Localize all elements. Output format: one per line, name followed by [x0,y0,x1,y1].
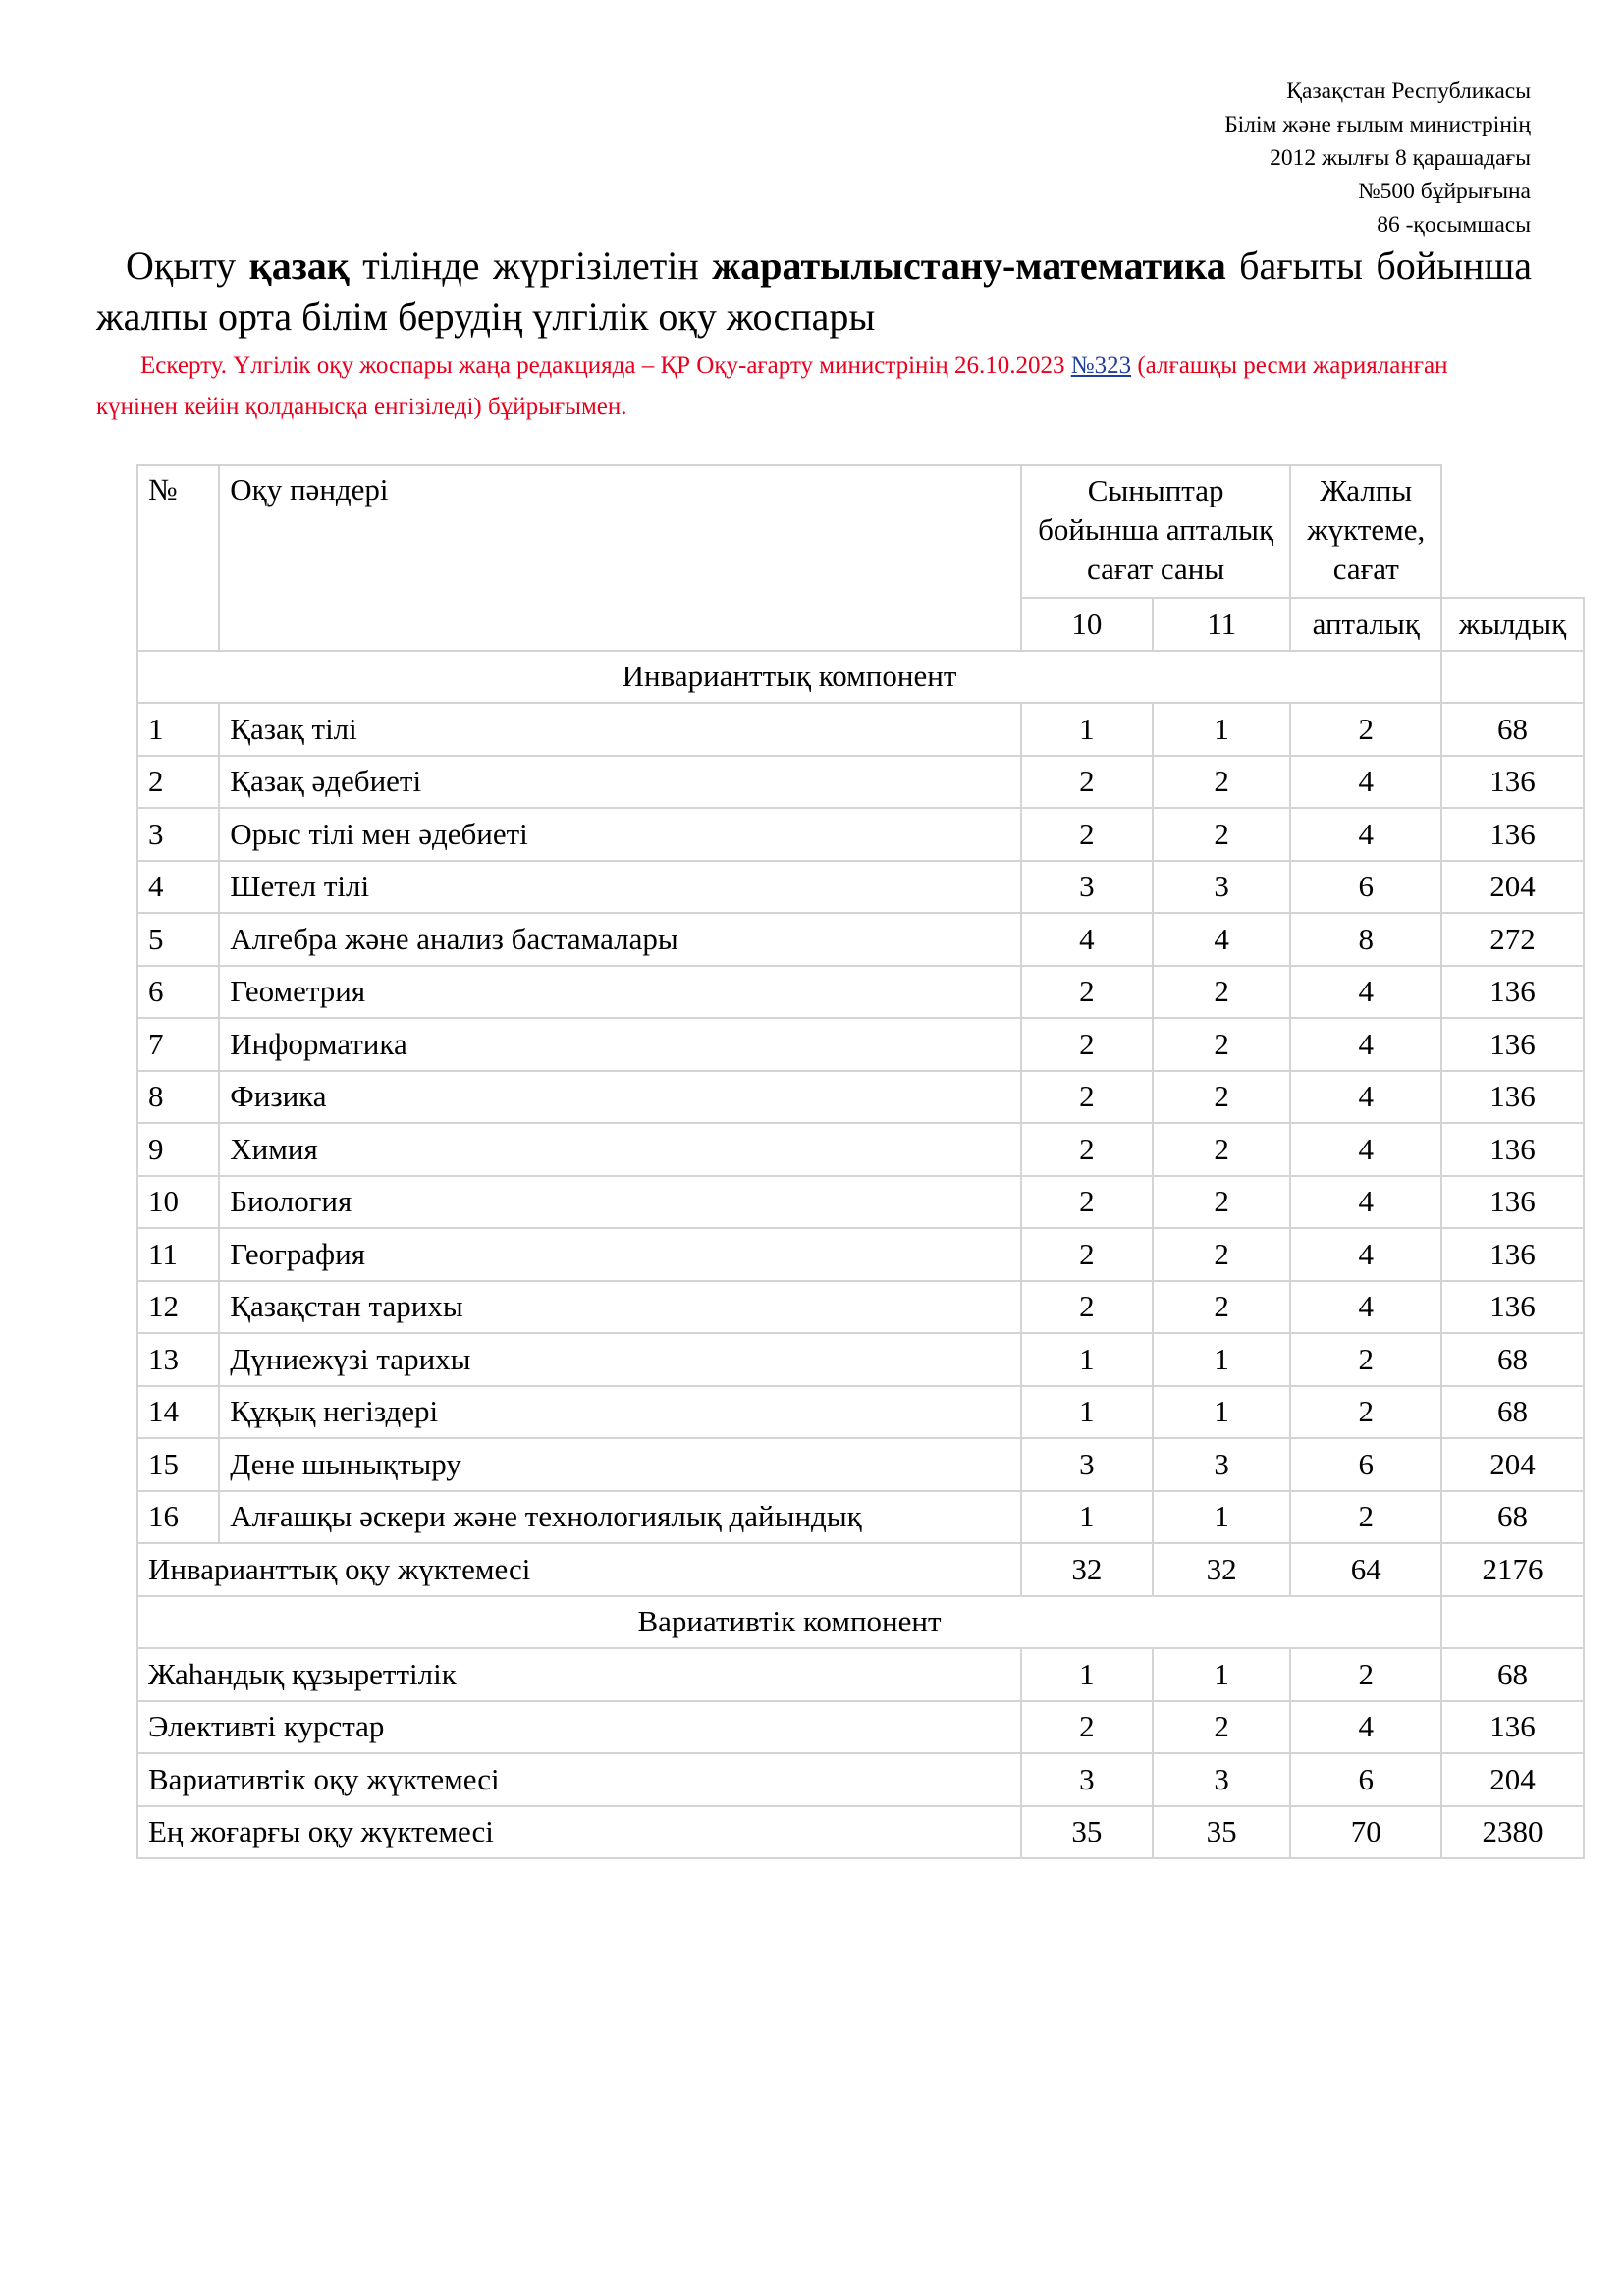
note-text: Ескерту. Үлгілік оқу жоспары жаңа редакцияда – ҚР Оқу-ағарту министрінің 26.10.2023 [140,352,1071,379]
weekly-hours: 2 [1290,703,1441,756]
grade11-hours: 2 [1153,1228,1291,1281]
subject-name: Элективті курстар [137,1701,1021,1754]
grade10-hours: 2 [1021,756,1153,809]
grade11-hours: 3 [1153,1753,1291,1806]
table-header-row [137,465,1584,598]
header-line: Қазақстан Республикасы [1286,79,1531,104]
grade11-hours: 2 [1153,1018,1291,1071]
yearly-hours: 136 [1441,966,1584,1019]
yearly-hours: 136 [1441,1176,1584,1229]
table-row [137,1333,1584,1386]
row-number: 2 [137,756,219,809]
yearly-hours: 272 [1441,913,1584,966]
yearly-hours: 68 [1441,1648,1584,1701]
header-yearly: жылдық [1441,598,1584,651]
table-row [137,1071,1584,1124]
row-number: 12 [137,1281,219,1334]
grade11-hours: 2 [1153,1701,1291,1754]
weekly-hours: 2 [1290,1386,1441,1439]
subject-name: Дене шынықтыру [219,1438,1021,1491]
title-part: тілінде жүргізілетін [349,243,713,288]
total-label: Ең жоғарғы оқу жүктемесі [137,1806,1021,1859]
note-text: (алғашқы ресми жарияланған күнінен кейін қолданысқа енгізіледі) бұйрығымен. [96,352,1448,420]
weekly-hours: 4 [1290,1071,1441,1124]
table-row [137,1438,1584,1491]
yearly-hours: 204 [1441,861,1584,914]
grade10-hours: 2 [1021,1018,1153,1071]
grade10-hours: 32 [1021,1543,1153,1596]
table-row [137,1386,1584,1439]
grade11-hours: 1 [1153,703,1291,756]
subject-name: Алғашқы әскери және технологиялық дайындық [219,1491,1021,1544]
amendment-note [96,346,1532,428]
yearly-hours: 136 [1441,1701,1584,1754]
yearly-hours: 136 [1441,1123,1584,1176]
max-total-row [137,1806,1584,1859]
title-part: бағыты бойынша жалпы орта білім берудің үлгілік оқу жоспары [96,243,1532,339]
grade10-hours: 2 [1021,1281,1153,1334]
header-line: Білім және ғылым министрінің [1224,112,1531,137]
header-line: 2012 жылғы 8 қарашадағы [1270,145,1531,171]
weekly-hours: 2 [1290,1491,1441,1544]
grade10-hours: 2 [1021,1701,1153,1754]
yearly-hours: 204 [1441,1438,1584,1491]
header-line: 86 -қосымшасы [1377,212,1531,238]
grade10-hours: 1 [1021,1333,1153,1386]
grade11-hours: 35 [1153,1806,1291,1859]
table-row [137,1701,1584,1754]
table-row [137,1281,1584,1334]
row-number: 13 [137,1333,219,1386]
row-number: 11 [137,1228,219,1281]
variative-total-row [137,1753,1584,1806]
header-empty-cell [1441,465,1584,598]
table-row [137,913,1584,966]
row-number: 16 [137,1491,219,1544]
title-bold-language: қазақ [248,243,350,288]
row-number: 6 [137,966,219,1019]
grade10-hours: 4 [1021,913,1153,966]
header-weekly-by-grade: Сыныптар бойынша апталық сағат саны [1021,465,1291,598]
grade11-hours: 2 [1153,1281,1291,1334]
table-row [137,1176,1584,1229]
weekly-hours: 4 [1290,1701,1441,1754]
header-subjects: Оқу пәндері [219,465,1021,651]
table-row [137,1491,1584,1544]
weekly-hours: 6 [1290,1753,1441,1806]
grade10-hours: 2 [1021,1176,1153,1229]
weekly-hours: 2 [1290,1333,1441,1386]
grade11-hours: 1 [1153,1648,1291,1701]
grade10-hours: 2 [1021,1071,1153,1124]
grade11-hours: 2 [1153,1123,1291,1176]
yearly-hours: 136 [1441,1018,1584,1071]
grade11-hours: 1 [1153,1386,1291,1439]
grade11-hours: 3 [1153,1438,1291,1491]
grade11-hours: 4 [1153,913,1291,966]
grade10-hours: 1 [1021,1491,1153,1544]
weekly-hours: 4 [1290,1123,1441,1176]
table-row [137,1018,1584,1071]
subject-name: Алгебра және анализ бастамалары [219,913,1021,966]
subject-name: Физика [219,1071,1021,1124]
grade10-hours: 2 [1021,1123,1153,1176]
row-number: 4 [137,861,219,914]
table-row [137,1228,1584,1281]
row-number: 8 [137,1071,219,1124]
weekly-hours: 2 [1290,1648,1441,1701]
approval-header [942,75,1531,241]
weekly-hours: 4 [1290,808,1441,861]
subject-name: Орыс тілі мен әдебиеті [219,808,1021,861]
header-number: № [137,465,219,651]
grade11-hours: 1 [1153,1333,1291,1386]
grade10-hours: 1 [1021,703,1153,756]
table-row [137,1123,1584,1176]
yearly-hours: 136 [1441,808,1584,861]
grade10-hours: 1 [1021,1386,1153,1439]
row-number: 7 [137,1018,219,1071]
subject-name: Биология [219,1176,1021,1229]
grade10-hours: 3 [1021,861,1153,914]
subject-name: Жаһандық құзыреттілік [137,1648,1021,1701]
subject-name: Геометрия [219,966,1021,1019]
row-number: 14 [137,1386,219,1439]
subject-name: Қазақстан тарихы [219,1281,1021,1334]
section-empty-cell [1441,651,1584,704]
grade11-hours: 2 [1153,1071,1291,1124]
weekly-hours: 4 [1290,756,1441,809]
table-row [137,861,1584,914]
yearly-hours: 136 [1441,1228,1584,1281]
row-number: 15 [137,1438,219,1491]
weekly-hours: 4 [1290,1176,1441,1229]
yearly-hours: 136 [1441,1071,1584,1124]
subject-name: Дүниежүзі тарихы [219,1333,1021,1386]
grade10-hours: 3 [1021,1753,1153,1806]
grade10-hours: 35 [1021,1806,1153,1859]
subject-name: Химия [219,1123,1021,1176]
table-row [137,1648,1584,1701]
weekly-hours: 4 [1290,966,1441,1019]
total-label: Инварианттық оқу жүктемесі [137,1543,1021,1596]
curriculum-table [136,464,1585,1859]
header-grade-11: 11 [1153,598,1291,651]
subject-name: Қазақ әдебиеті [219,756,1021,809]
weekly-hours: 4 [1290,1281,1441,1334]
variative-section-row [137,1596,1584,1649]
grade10-hours: 2 [1021,1228,1153,1281]
yearly-hours: 204 [1441,1753,1584,1806]
row-number: 1 [137,703,219,756]
subject-name: Құқық негіздері [219,1386,1021,1439]
subject-name: Информатика [219,1018,1021,1071]
weekly-hours: 64 [1290,1543,1441,1596]
grade11-hours: 2 [1153,808,1291,861]
subject-name: Қазақ тілі [219,703,1021,756]
grade10-hours: 3 [1021,1438,1153,1491]
yearly-hours: 68 [1441,1491,1584,1544]
yearly-hours: 136 [1441,1281,1584,1334]
title-bold-direction: жаратылыстану-математика [712,243,1226,288]
table-row [137,808,1584,861]
grade11-hours: 2 [1153,756,1291,809]
weekly-hours: 6 [1290,861,1441,914]
grade11-hours: 2 [1153,1176,1291,1229]
grade11-hours: 32 [1153,1543,1291,1596]
weekly-hours: 4 [1290,1018,1441,1071]
table-row [137,703,1584,756]
invariant-section-row [137,651,1584,704]
total-label: Вариативтік оқу жүктемесі [137,1753,1021,1806]
header-weekly: апталық [1290,598,1441,651]
grade10-hours: 2 [1021,966,1153,1019]
document-title [96,240,1532,343]
row-number: 3 [137,808,219,861]
weekly-hours: 8 [1290,913,1441,966]
grade11-hours: 2 [1153,966,1291,1019]
yearly-hours: 68 [1441,1333,1584,1386]
table-row [137,966,1584,1019]
grade11-hours: 1 [1153,1491,1291,1544]
row-number: 5 [137,913,219,966]
section-title: Вариативтік компонент [137,1596,1441,1649]
yearly-hours: 68 [1441,703,1584,756]
subject-name: География [219,1228,1021,1281]
grade11-hours: 3 [1153,861,1291,914]
grade10-hours: 1 [1021,1648,1153,1701]
weekly-hours: 4 [1290,1228,1441,1281]
yearly-hours: 136 [1441,756,1584,809]
order-link[interactable]: №323 [1070,352,1132,379]
yearly-hours: 2380 [1441,1806,1584,1859]
header-total-load: Жалпы жүктеме, сағат [1290,465,1441,598]
yearly-hours: 68 [1441,1386,1584,1439]
header-grade-10: 10 [1021,598,1153,651]
subject-name: Шетел тілі [219,861,1021,914]
weekly-hours: 70 [1290,1806,1441,1859]
weekly-hours: 6 [1290,1438,1441,1491]
section-title: Инварианттық компонент [137,651,1441,704]
row-number: 9 [137,1123,219,1176]
header-line: №500 бұйрығына [1358,179,1531,204]
row-number: 10 [137,1176,219,1229]
table-row [137,756,1584,809]
section-empty-cell [1441,1596,1584,1649]
yearly-hours: 2176 [1441,1543,1584,1596]
title-part: Оқыту [126,243,249,288]
grade10-hours: 2 [1021,808,1153,861]
invariant-total-row [137,1543,1584,1596]
